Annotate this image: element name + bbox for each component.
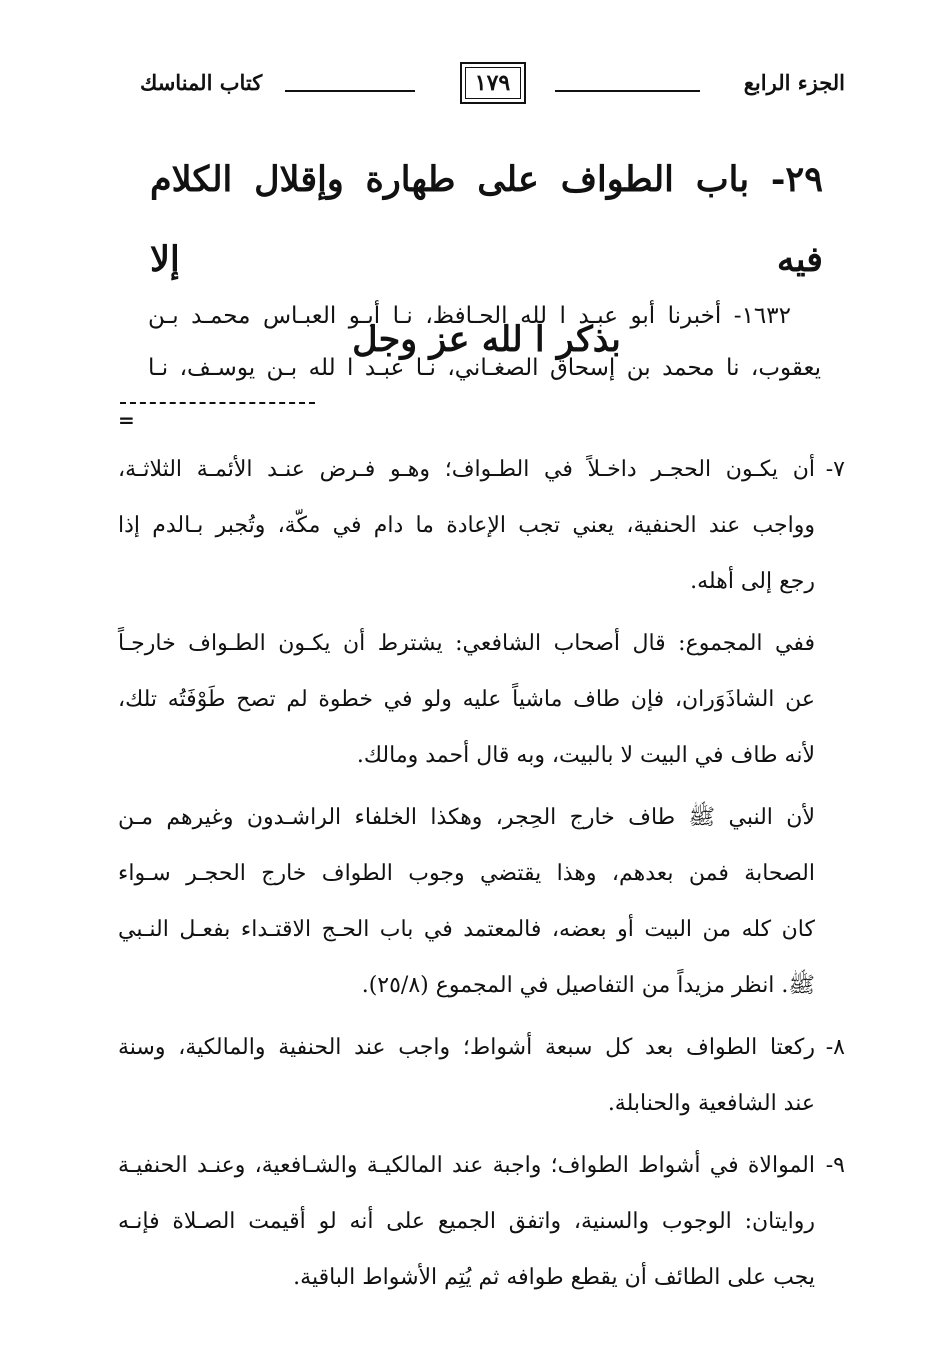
footnote-7-majmu: [118, 616, 845, 784]
footnote-7: [118, 442, 845, 610]
running-header: [140, 62, 845, 108]
chapter-title-line-2: بذكر ا لله عز وجل: [352, 319, 621, 360]
hadith-line: ١٦٣٢- أخبرنا أبو عبـد ا لله الحـافظ، نـا أبـو العبـاس محمـد بـن: [148, 303, 791, 329]
footnote-line: ﷺ. انظر مزيداً من التفاصيل في المجموع (٢٥/٨).: [361, 973, 815, 998]
volume-label: الجزء الرابع: [743, 70, 845, 95]
footnote-line: ركعتا الطواف بعد كل سبعة أشواط؛ واجب عند الحنفية والمالكية، وسنة: [118, 1035, 815, 1060]
footnote-line: ففي المجموع: قال أصحاب الشافعي: يشترط أن يكـون الطـواف خارجـاً: [118, 631, 815, 656]
footnote-line: لأن النبي ﷺ طاف خارج الحِجر، وهكذا الخلفاء الراشـدون وغيرهم مـن: [118, 805, 815, 830]
footnote-line: الموالاة في أشواط الطواف؛ واجبة عند المالكيـة والشـافعية، وعنـد الحنفيـة: [118, 1153, 815, 1178]
footnote-line: وواجب عند الحنفية، يعني تجب الإعادة ما دام في مكّة، وتُجبر بـالدم إذا: [118, 513, 815, 538]
hadith-text: [148, 290, 821, 394]
chapter-title-line-1: ٢٩- باب الطواف على طهارة وإقلال الكلام فيه إلا: [150, 159, 823, 280]
footnote-8: [118, 1020, 845, 1132]
footnote-divider: [120, 402, 315, 404]
footnotes: [118, 442, 845, 1312]
header-rule-right: [555, 90, 700, 92]
footnote-9: [118, 1138, 845, 1306]
footnote-line: رجع إلى أهله.: [690, 569, 815, 594]
footnote-7-reason: [118, 790, 845, 1014]
footnote-line: الصحابة فمن بعدهم، وهذا يقتضي وجوب الطواف خارج الحجـر سـواء: [118, 861, 815, 886]
footnote-separator-mark: =: [118, 408, 135, 432]
hadith-line: يعقوب، نا محمد بن إسحاق الصغـاني، نـا عبـد ا لله بـن يوسـف، نـا: [148, 355, 821, 381]
page-number: ١٧٩: [460, 62, 526, 104]
footnote-line: روايتان: الوجوب والسنية، واتفق الجميع على أنه لو أقيمت الصـلاة فإنـه: [118, 1209, 815, 1234]
footnote-line: لأنه طاف في البيت لا بالبيت، وبه قال أحمد ومالك.: [356, 743, 815, 768]
header-rule-left: [285, 90, 415, 92]
footnote-line: كان كله من البيت أو بعضه، فالمعتمد في باب الحـج الاقتـداء بفعـل النـبي: [118, 917, 815, 942]
footnote-line: أن يكـون الحجـر داخـلاً في الطـواف؛ وهـو فـرض عنـد الأئمـة الثلاثـة،: [118, 457, 815, 482]
footnote-number: ٨-: [825, 1035, 845, 1060]
footnote-line: يجب على الطائف أن يقطع طوافه ثم يُتِم الأشواط الباقية.: [293, 1265, 815, 1290]
footnote-number: ٧-: [825, 457, 845, 482]
footnote-number: ٩-: [825, 1153, 845, 1178]
footnote-line: عن الشاذَوَران، فإن طاف ماشياً عليه ولو في خطوة لم تصح طَوْفَتُه تلك،: [118, 687, 815, 712]
footnote-line: عند الشافعية والحنابلة.: [607, 1091, 815, 1116]
book-label: كتاب المناسك: [140, 70, 263, 95]
